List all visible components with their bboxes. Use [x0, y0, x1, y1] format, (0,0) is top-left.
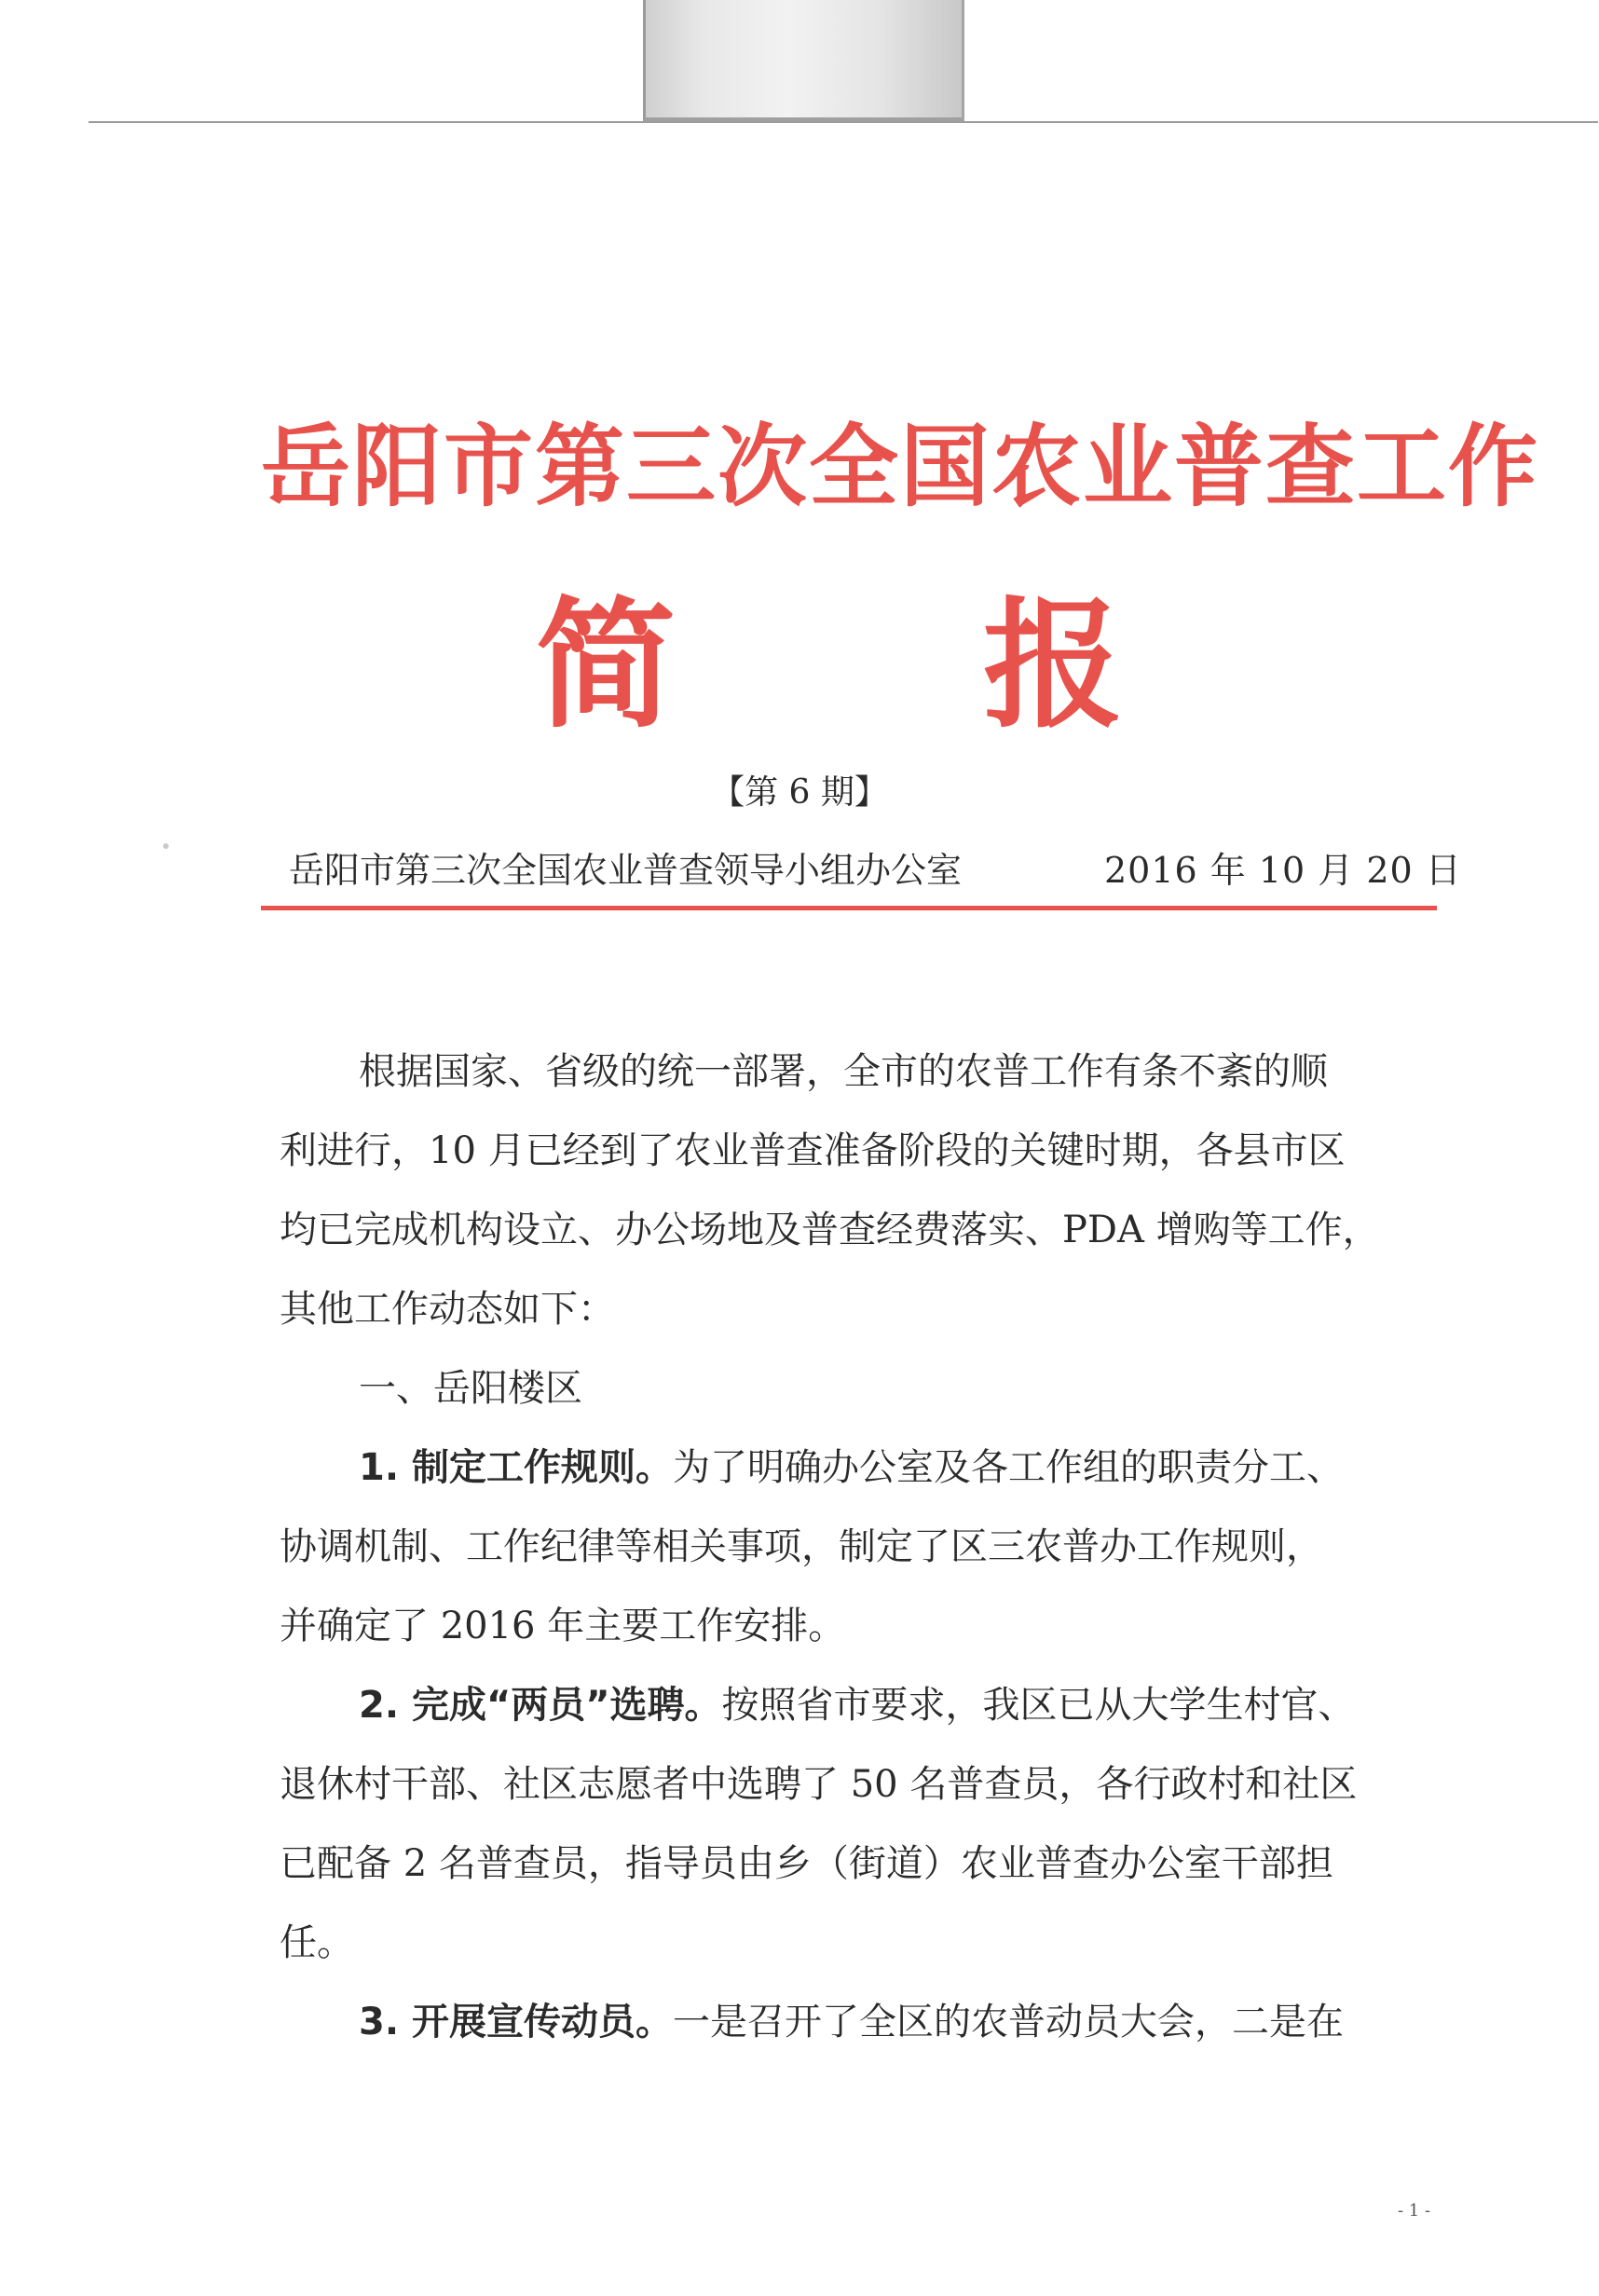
item-2-first-line: [280, 1666, 1435, 1745]
item-2-line-2: 退休村干部、社区志愿者中选聘了 50 名普查员，各行政村和社区: [280, 1763, 1358, 1806]
masthead-title: 岳阳市第三次全国农业普查工作: [261, 415, 1539, 519]
item-3-rest: 一是召开了全区的农普动员大会，二是在: [672, 2001, 1344, 2043]
item-2-rest: 按照省市要求，我区已从大学生村官、: [721, 1684, 1356, 1727]
masthead-subtitle-char-1: 简: [536, 585, 676, 747]
masthead-divider: [261, 906, 1437, 910]
scanner-edge-line: [89, 121, 1598, 123]
item-2-line-4: 任。: [280, 1921, 354, 1964]
item-1-line-2: 协调机制、工作纪律等相关事项，制定了区三农普办工作规则，: [280, 1525, 1323, 1568]
page-number: - 1 -: [1398, 2201, 1431, 2221]
item-1-rest: 为了明确办公室及各工作组的职责分工、: [672, 1446, 1344, 1489]
document-body: [280, 1032, 1435, 2062]
issuer: 岳阳市第三次全国农业普查领导小组办公室: [289, 850, 963, 891]
masthead-subtitle-char-2: 报: [983, 585, 1124, 747]
intro-line-2: 利进行，10 月已经到了农业普查准备阶段的关键时期，各县市区: [280, 1129, 1346, 1172]
item-3-lead: 3. 开展宣传动员。: [359, 2001, 673, 2043]
issue-number: 【第 6 期】: [711, 773, 888, 812]
intro-line-4: 其他工作动态如下：: [280, 1288, 615, 1331]
issue-date: 2016 年 10 月 20 日: [1104, 850, 1462, 891]
scanner-dust-dot: [163, 843, 169, 849]
item-1-lead: 1. 制定工作规则。: [359, 1446, 673, 1489]
item-2-line-3: 已配备 2 名普查员，指导员由乡（街道）农业普查办公室干部担: [280, 1842, 1333, 1885]
scanner-clip-artifact: [643, 0, 964, 121]
intro-line-1: 根据国家、省级的统一部署，全市的农普工作有条不紊的顺: [359, 1050, 1328, 1093]
section-heading: 一、岳阳楼区: [359, 1367, 582, 1410]
item-3-first-line: [280, 1983, 1435, 2062]
item-1-line-3: 并确定了 2016 年主要工作安排。: [280, 1605, 846, 1647]
item-1-first-line: [280, 1428, 1435, 1508]
intro-line-3: 均已完成机构设立、办公场地及普查经费落实、PDA 增购等工作，: [280, 1209, 1380, 1251]
item-2-lead: 2. 完成“两员”选聘。: [359, 1684, 722, 1727]
